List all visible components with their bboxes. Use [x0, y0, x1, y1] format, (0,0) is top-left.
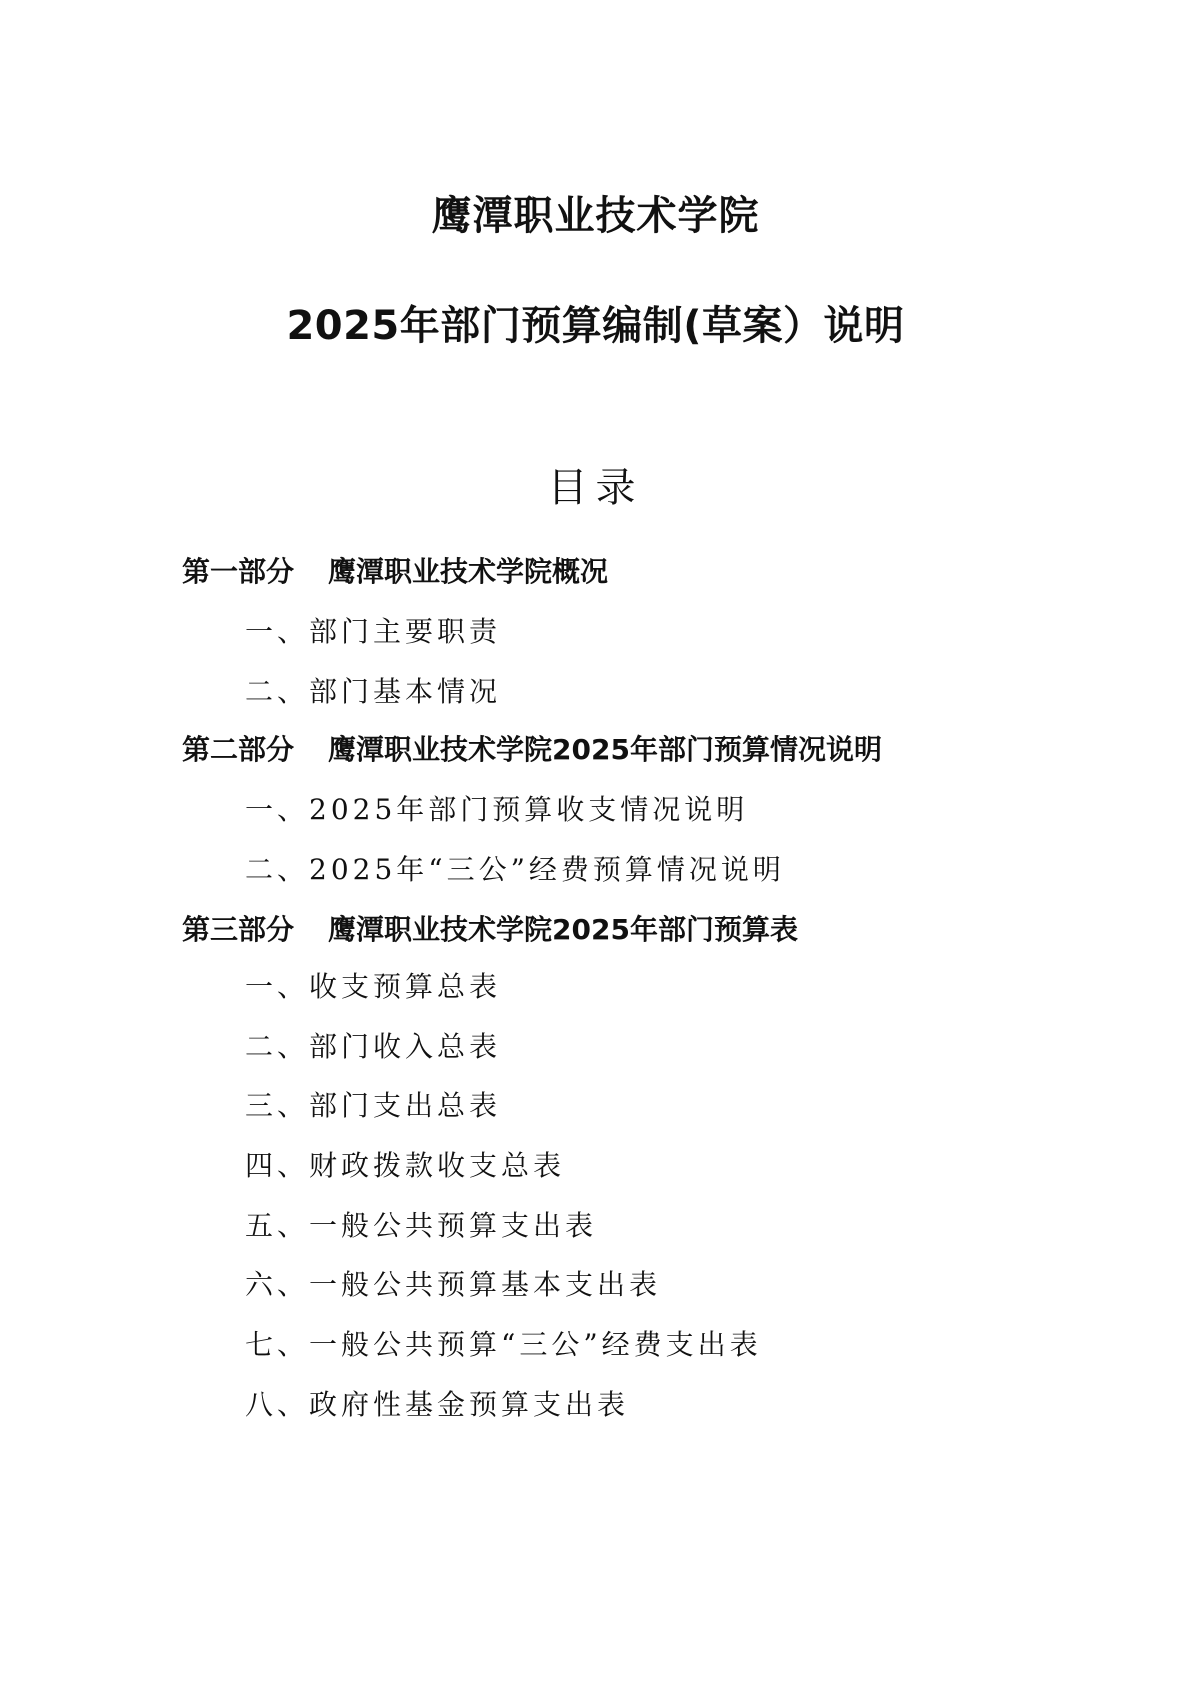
toc-item-3-7: 七、一般公共预算“三公”经费支出表: [245, 1328, 762, 1361]
toc-item-3-4: 四、财政拨款收支总表: [245, 1149, 566, 1182]
toc-item-3-6: 六、一般公共预算基本支出表: [245, 1268, 662, 1301]
toc-item-3-8: 八、政府性基金预算支出表: [245, 1388, 630, 1421]
toc-item-3-3: 三、部门支出总表: [245, 1089, 502, 1122]
toc-part-2: [182, 733, 882, 766]
toc-heading: 目录: [547, 465, 644, 511]
toc-part-2-label: 第二部分: [182, 733, 295, 766]
toc-item-2-1: 一、2025年部门预算收支情况说明: [245, 793, 749, 826]
toc-item-3-5: 五、一般公共预算支出表: [245, 1209, 598, 1242]
toc-item-2-2: 二、2025年“三公”经费预算情况说明: [245, 853, 785, 886]
toc-part-2-title: 鹰潭职业技术学院2025年部门预算情况说明: [328, 733, 882, 766]
document-title-line2: 2025年部门预算编制(草案）说明: [286, 303, 905, 349]
toc-item-1-2: 二、部门基本情况: [245, 675, 502, 708]
toc-part-1-label: 第一部分: [182, 555, 295, 588]
toc-part-3: [182, 913, 798, 946]
toc-part-3-title: 鹰潭职业技术学院2025年部门预算表: [328, 913, 798, 946]
toc-part-1-title: 鹰潭职业技术学院概况: [328, 555, 609, 588]
toc-item-3-1: 一、收支预算总表: [245, 970, 502, 1003]
toc-item-1-1: 一、部门主要职责: [245, 615, 502, 648]
document-title-line1: 鹰潭职业技术学院: [431, 193, 760, 239]
toc-part-3-label: 第三部分: [182, 913, 295, 946]
toc-item-3-2: 二、部门收入总表: [245, 1030, 502, 1063]
toc-part-1: [182, 555, 609, 588]
